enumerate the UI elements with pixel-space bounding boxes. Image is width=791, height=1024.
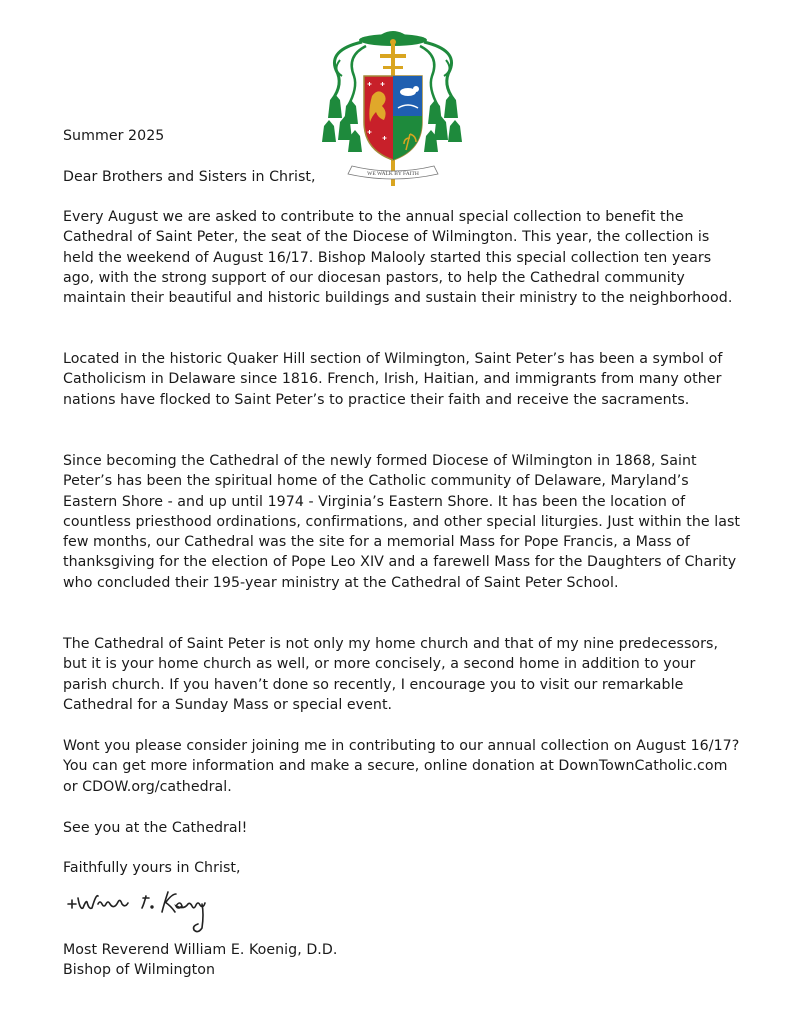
- salutation: Dear Brothers and Sisters in Christ,: [63, 169, 316, 185]
- body-paragraph: The Cathedral of Saint Peter is not only my home church and that of my nine predecessors, but it is your home church as well, or more concisely, a second home in addition to your parish church. If you haven’t done so recently, I encourage you to visit our remarkable Cathedral for a Sunday Mass or special event.: [63, 636, 719, 713]
- letter-date: Summer 2025: [63, 128, 165, 144]
- body-paragraph: Wont you please consider joining me in contributing to our annual collection on August 16/17? You can get more information and make a secure, online donation at DownTownCatholic.com or CDOW.org/cathedral.: [63, 738, 740, 795]
- closing-line: Faithfully yours in Christ,: [63, 860, 241, 876]
- body-paragraph: Located in the historic Quaker Hill section of Wilmington, Saint Peter’s has been a symbol of Catholicism in Delaware since 1816. French, Irish, Haitian, and immigrants from many other nations have flocked to Saint Peter’s to practice their faith and receive the sacraments.: [63, 351, 723, 408]
- handwritten-signature: [64, 888, 244, 938]
- signer-name: Most Reverend William E. Koenig, D.D.: [63, 942, 338, 958]
- signer-block: [63, 940, 743, 981]
- body-paragraph: See you at the Cathedral!: [63, 820, 248, 836]
- signer-title: Bishop of Wilmington: [63, 962, 216, 979]
- coat-of-arms-icon: [322, 26, 464, 188]
- body-paragraph: Since becoming the Cathedral of the newly formed Diocese of Wilmington in 1868, Saint Peter’s has been the spiritual home of the Catholic community of Delaware, Maryland’s Eastern Shore - and up until 1974 - Virginia’s Eastern Shore. It has been the location of countless priesthood ordinations, confirmations, and other special liturgies. Just within the last few months, our Cathedral was the site for a memorial Mass for Pope Francis, a Mass of thanksgiving for the election of Pope Leo XIV and a farewell Mass for the Daughters of Charity who concluded their 195-year ministry at the Cathedral of Saint Peter School.: [63, 453, 740, 591]
- crest-motto: WE WALK BY FAITH: [367, 171, 419, 177]
- body-paragraph: Every August we are asked to contribute to the annual special collection to benefit the Cathedral of Saint Peter, the seat of the Diocese of Wilmington. This year, the collection is held the weekend of August 16/17. Bishop Malooly started this special collection ten years ago, with the strong support of our diocesan pastors, to help the Cathedral community maintain their beautiful and historic buildings and sustain their ministry to the neighborhood.: [63, 209, 733, 307]
